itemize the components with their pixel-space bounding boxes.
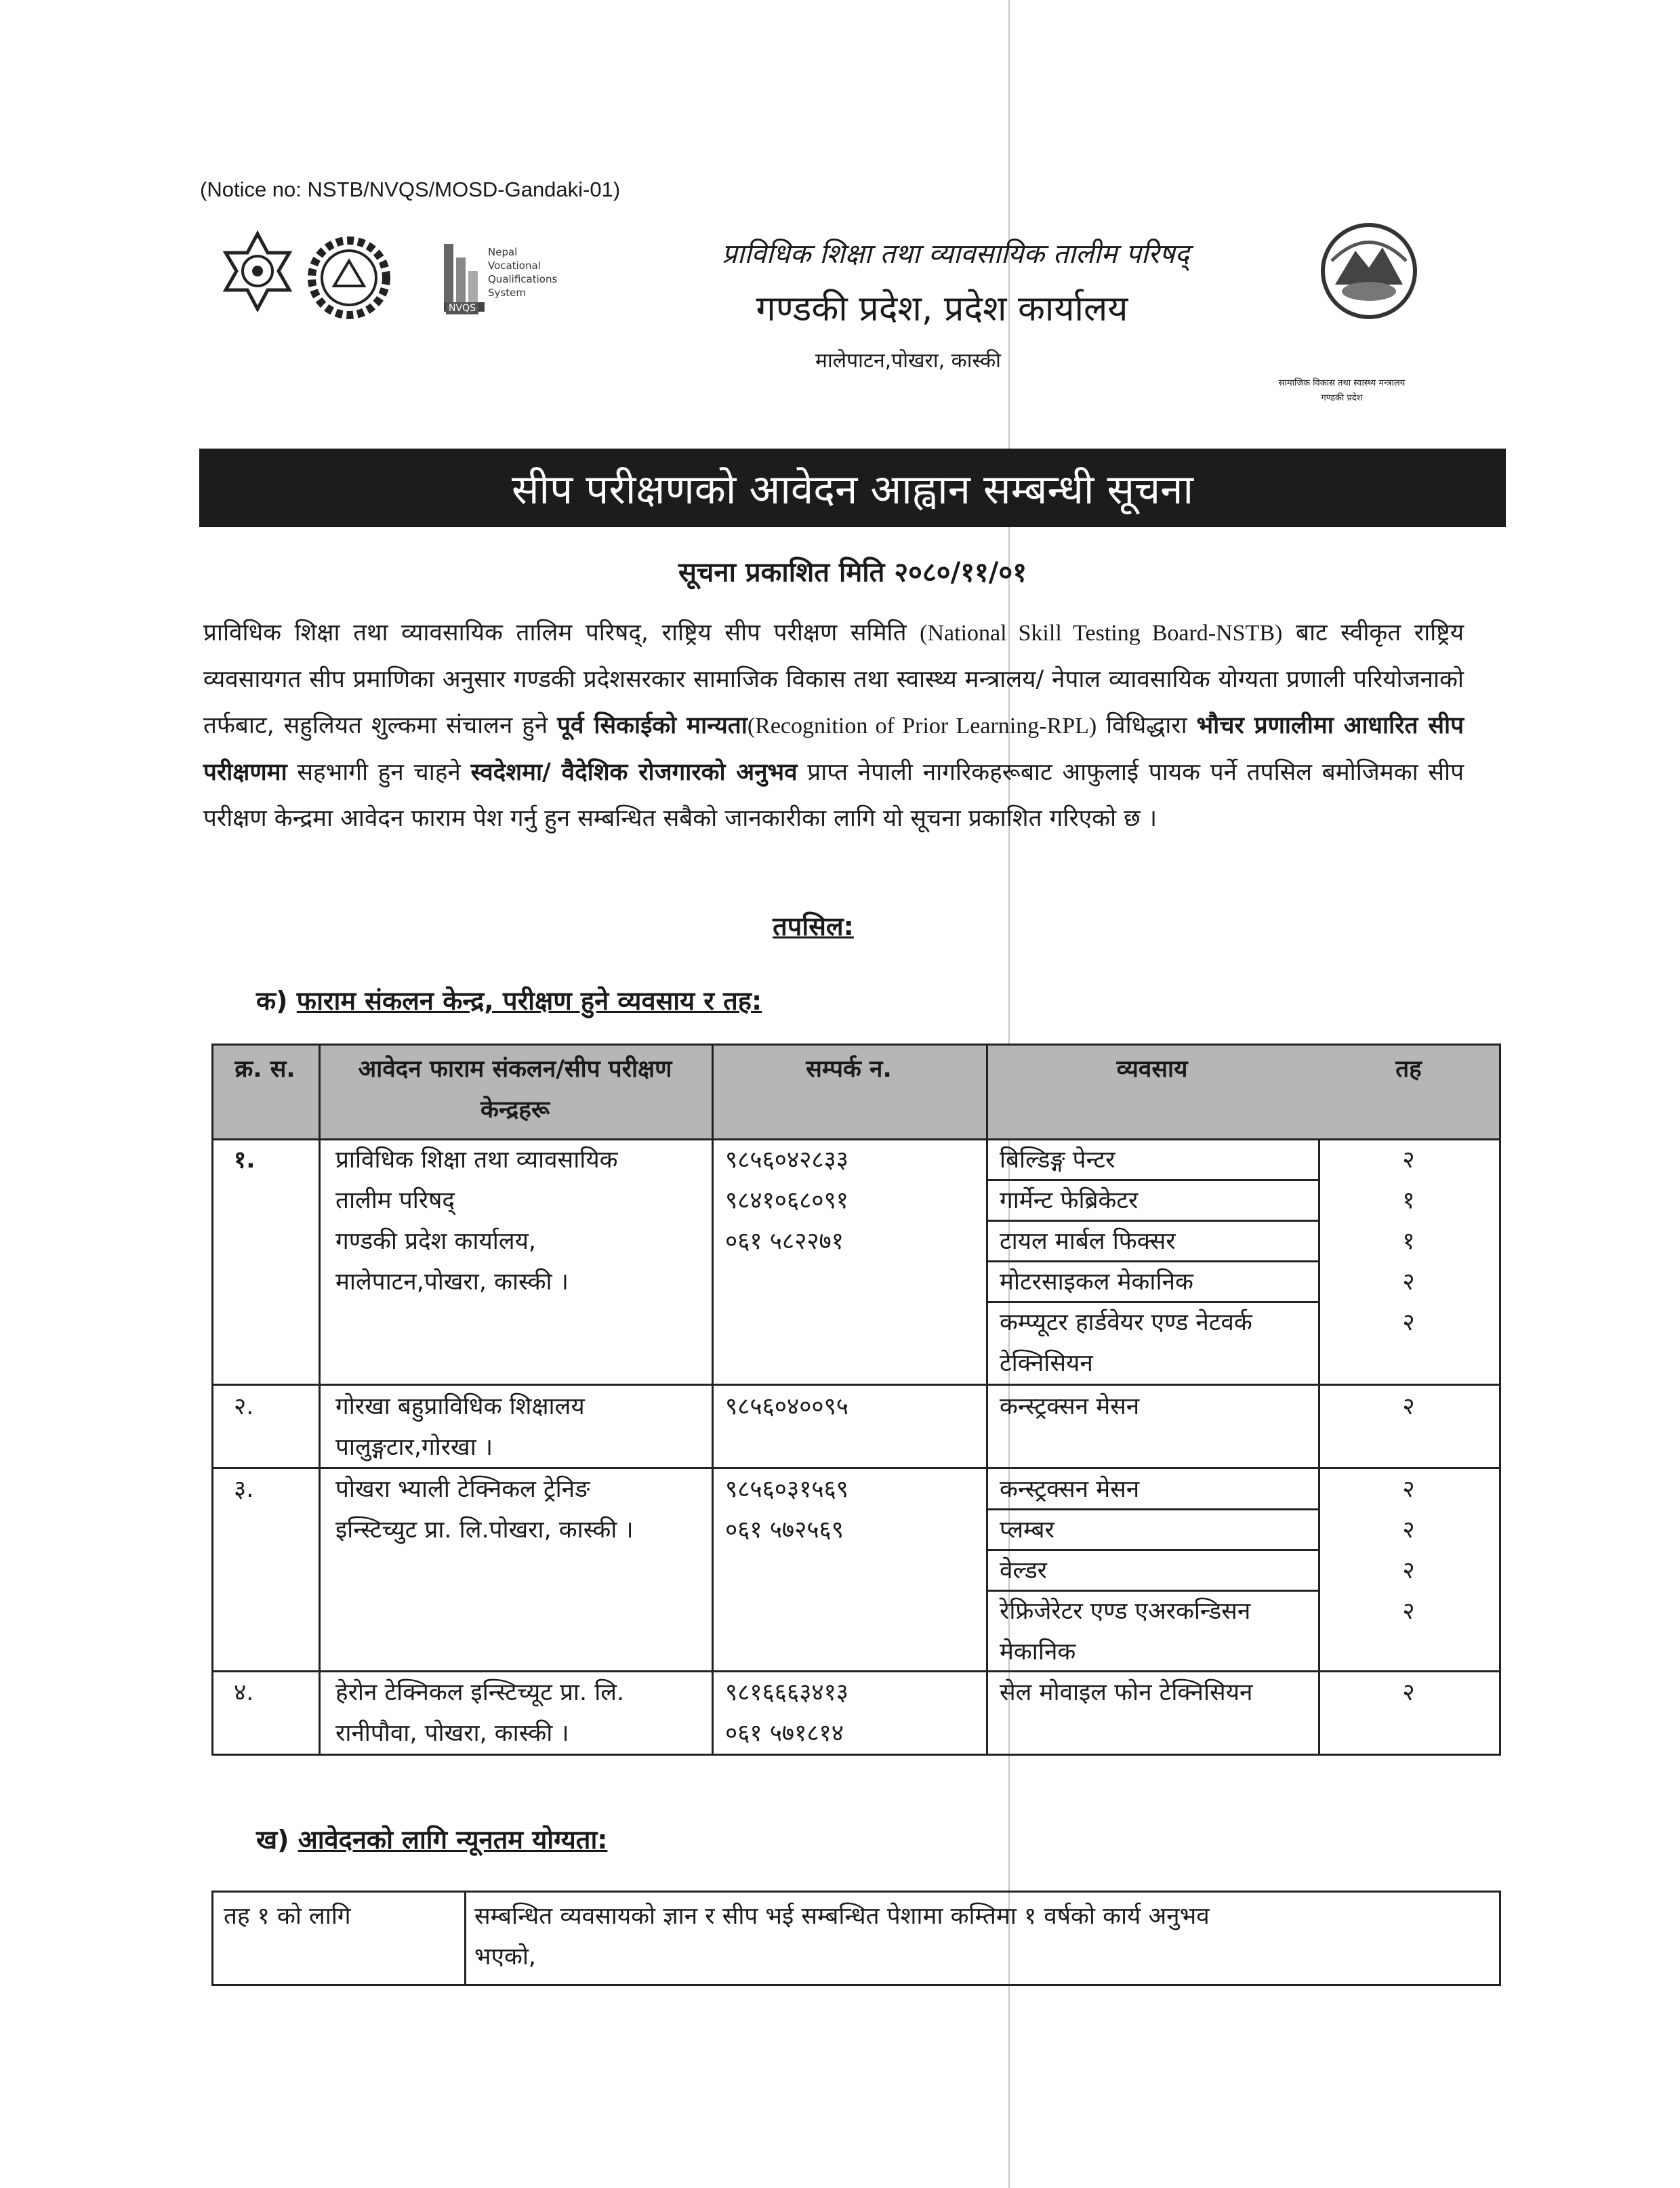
trade-name: प्लम्बर xyxy=(1000,1516,1054,1544)
trade-level: १ xyxy=(1402,1187,1415,1214)
publish-date: सूचना प्रकाशित मिति २०८०/११/०१ xyxy=(678,557,1027,588)
trade-name: रेफ्रिजेरेटर एण्ड एअरकन्डिसन मेकानिक xyxy=(1000,1598,1251,1666)
nvqs-badge: NVQS xyxy=(446,302,478,314)
intro-paragraph: प्राविधिक शिक्षा तथा व्यावसायिक तालिम परिषद्, राष्ट्रिय सीप परीक्षण समिति (National Skill Testing Board-NSTB) बाट स्वीकृत राष्ट्रिय व्यवसायगत सीप प्रमाणिका अनुसार गण्डकी प्रदेशसरकार सामाजिक विकास तथा स्वास्थ्य मन्त्रालय/ नेपाल व्यावसायिक योग्यता प्रणाली परियोजनाको तर्फबाट, सहुलियत शुल्कमा संचालन हुने पूर्व सिकाईको मान्यता(Recognition of Prior Learning-RPL) विधिद्धारा भौचर प्रणालीमा आधारित सीप परीक्षणमा सहभागी हुन चाहने स्वदेशमा/ वैदेशिक रोजगारको अनुभव प्राप्त नेपाली नागरिकहरूबाट आफुलाई पायक पर्ने तपसिल बमोजिमका सीप परीक्षण केन्द्रमा आवेदन फाराम पेश गर्नु हुन सम्बन्धित सबैको जानकारीका लागि यो सूचना प्रकाशित गरिएको छ । xyxy=(203,619,1464,832)
title-banner xyxy=(199,449,1506,527)
row-center: पोखरा भ्याली टेक्निकल ट्रेनिङ इन्स्टिच्युट प्रा. लि.पोखरा, कास्की । xyxy=(335,1476,634,1544)
row-center: गोरखा बहुप्राविधिक शिक्षालय पालुङ्गटार,गोरखा । xyxy=(335,1393,585,1461)
eligibility-requirement: सम्बन्धित व्यवसायको ज्ञान र सीप भई सम्बन्धित पेशामा कम्तिमा १ वर्षको कार्य अनुभव भएको, xyxy=(474,1903,1210,1970)
notice-number: (Notice no: NSTB/NVQS/MOSD-Gandaki-01) xyxy=(200,178,621,201)
tapsil-heading: तपसिल: xyxy=(773,911,854,941)
eligibility-level: तह १ को लागि xyxy=(224,1903,351,1930)
ministry-label: सामाजिक विकास तथा स्वास्थ्य मन्त्रालय गण्डकी प्रदेश xyxy=(1278,378,1406,403)
trade-level: २ xyxy=(1402,1147,1415,1174)
gear-logo-icon xyxy=(312,241,386,315)
trade-name: टायल मार्बल फिक्सर xyxy=(1000,1228,1176,1255)
row-contacts: ९८५६०४२८३३ ९८४१०६८०९१ ०६१ ५८२२७१ xyxy=(725,1147,849,1255)
trade-level: १ xyxy=(1402,1228,1415,1255)
header-level: तह xyxy=(1395,1056,1422,1083)
row-contacts: ९८१६६६३४१३ ०६१ ५७१८१४ xyxy=(725,1679,849,1747)
trade-level: २ xyxy=(1402,1516,1415,1544)
row-sn: ४. xyxy=(234,1679,254,1706)
trade-name: गार्मेन्ट फेब्रिकेटर xyxy=(1000,1187,1139,1214)
row-contacts: ९८५६०३१५६९ ०६१ ५७२५६९ xyxy=(725,1476,849,1544)
trade-name: कन्स्ट्रक्सन मेसन xyxy=(1000,1476,1140,1503)
trade-name: मोटरसाइकल मेकानिक xyxy=(1000,1268,1193,1296)
row-sn: ३. xyxy=(234,1476,254,1503)
nvqs-logo-icon xyxy=(444,244,485,312)
section-b-heading: ख) आवेदनको लागि न्यूनतम योग्यता: xyxy=(256,1825,608,1855)
nvqs-logo-text: Nepal Vocational Qualifications System xyxy=(488,246,558,299)
trade-level: २ xyxy=(1402,1268,1415,1296)
row-center: प्राविधिक शिक्षा तथा व्यावसायिक तालीम परिषद् गण्डकी प्रदेश कार्यालय, मालेपाटन,पोखरा, कास्की । xyxy=(335,1147,618,1296)
org-name: प्राविधिक शिक्षा तथा व्यावसायिक तालीम परिषद् xyxy=(722,239,1189,270)
trade-level: २ xyxy=(1402,1557,1415,1584)
ctevt-star-logo-icon xyxy=(226,234,289,309)
trade-level: २ xyxy=(1402,1393,1415,1420)
header-sn: क्र. स. xyxy=(234,1056,295,1083)
trade-name: वेल्डर xyxy=(1000,1557,1048,1584)
trade-name: कन्स्ट्रक्सन मेसन xyxy=(1000,1393,1140,1420)
page-title: सीप परीक्षणको आवेदन आह्वान सम्बन्धी सूचना xyxy=(512,466,1193,514)
trade-level: २ xyxy=(1402,1309,1415,1336)
row-sn: १. xyxy=(234,1147,255,1174)
row-contacts: ९८५६०४००९५ xyxy=(725,1393,849,1420)
row-sn: २. xyxy=(234,1393,254,1420)
header-contact: सम्पर्क न. xyxy=(806,1056,892,1083)
trade-name: कम्प्यूटर हार्डवेयर एण्ड नेटवर्क टेक्निसियन xyxy=(1000,1309,1252,1377)
trade-level: २ xyxy=(1402,1598,1415,1625)
header-center: आवेदन फाराम संकलन/सीप परीक्षण केन्द्रहरू xyxy=(358,1056,672,1123)
trade-level: २ xyxy=(1402,1476,1415,1503)
trade-level: २ xyxy=(1402,1679,1415,1706)
section-a-heading: क) फाराम संकलन केन्द्र, परीक्षण हुने व्यवसाय र तह: xyxy=(256,986,762,1016)
trade-name: बिल्डिङ्ग पेन्टर xyxy=(1000,1147,1115,1174)
row-center: हेरोन टेक्निकल इन्स्टिच्यूट प्रा. लि. रानीपौवा, पोखरा, कास्की । xyxy=(335,1679,625,1747)
trade-name: सेल मोवाइल फोन टेक्निसियन xyxy=(1000,1679,1253,1706)
office-name: गण्डकी प्रदेश, प्रदेश कार्यालय xyxy=(756,289,1128,329)
header-trade: व्यवसाय xyxy=(1116,1056,1188,1083)
office-address: मालेपाटन,पोखरा, कास्की xyxy=(815,349,1001,373)
nepal-emblem-icon xyxy=(1318,220,1420,322)
